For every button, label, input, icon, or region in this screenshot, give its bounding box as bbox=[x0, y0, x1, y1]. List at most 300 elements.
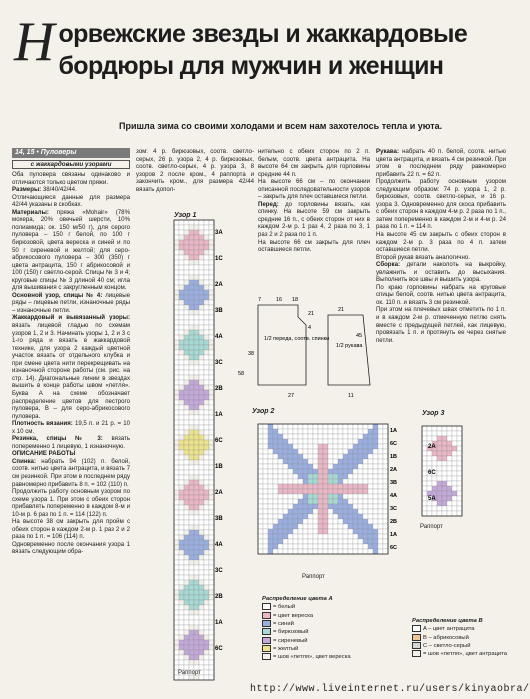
chart-cell bbox=[263, 544, 268, 549]
chart-cell bbox=[343, 479, 348, 484]
chart-cell bbox=[323, 464, 328, 469]
chart-cell bbox=[204, 510, 209, 515]
chart-cell bbox=[348, 469, 353, 474]
chart-cell bbox=[298, 499, 303, 504]
chart-cell bbox=[313, 524, 318, 529]
chart-cell bbox=[422, 466, 427, 471]
chart-cell bbox=[174, 275, 179, 280]
row-code-label: 6C bbox=[428, 470, 436, 476]
chart-cell bbox=[179, 540, 184, 545]
chart-cell bbox=[189, 250, 194, 255]
chart-cell bbox=[184, 280, 189, 285]
chart-cell bbox=[174, 255, 179, 260]
chart-cell bbox=[373, 539, 378, 544]
chart-cell bbox=[323, 544, 328, 549]
chart-cell bbox=[204, 390, 209, 395]
chart-cell bbox=[323, 494, 328, 499]
row-code-label: 3C bbox=[390, 506, 398, 512]
chart-cell bbox=[174, 615, 179, 620]
paragraph: нительно с обеих сторон по 2 п. белым, соотв. цвета антрацита. На высоте 64 см закрыть для горловины средние 44 п. bbox=[258, 148, 370, 178]
chart-cell bbox=[383, 499, 388, 504]
chart-cell bbox=[209, 480, 214, 485]
chart-cell bbox=[258, 539, 263, 544]
chart-cell bbox=[363, 434, 368, 439]
chart-cell bbox=[283, 439, 288, 444]
legend-swatch bbox=[262, 653, 271, 660]
chart-cell bbox=[318, 544, 323, 549]
chart-cell bbox=[452, 436, 457, 441]
chart-cell bbox=[452, 451, 457, 456]
chart-cell bbox=[204, 430, 209, 435]
chart-cell bbox=[184, 490, 189, 495]
chart-cell bbox=[283, 524, 288, 529]
chart-cell bbox=[209, 575, 214, 580]
legend-label: = бирюзовый bbox=[273, 629, 309, 636]
chart-cell bbox=[263, 449, 268, 454]
chart-cell bbox=[363, 504, 368, 509]
chart-cell bbox=[353, 429, 358, 434]
chart-cell bbox=[204, 310, 209, 315]
chart-cell bbox=[174, 360, 179, 365]
chart-cell bbox=[308, 444, 313, 449]
chart-cell bbox=[353, 524, 358, 529]
chart-cell bbox=[358, 439, 363, 444]
chart-cell bbox=[427, 461, 432, 466]
chart-cell bbox=[194, 325, 199, 330]
chart-cell bbox=[189, 455, 194, 460]
chart-cell bbox=[273, 539, 278, 544]
chart-cell bbox=[308, 474, 313, 479]
chart-cell bbox=[189, 310, 194, 315]
chart-cell bbox=[383, 474, 388, 479]
chart-cell bbox=[204, 570, 209, 575]
chart-cell bbox=[204, 505, 209, 510]
chart-cell bbox=[209, 355, 214, 360]
chart-cell bbox=[258, 524, 263, 529]
chart-cell bbox=[383, 524, 388, 529]
chart-cell bbox=[363, 439, 368, 444]
chart-cell bbox=[199, 470, 204, 475]
chart-cell bbox=[278, 549, 283, 554]
paragraph-lead: Рукава: bbox=[376, 148, 399, 155]
chart-cell bbox=[174, 505, 179, 510]
chart-cell bbox=[318, 444, 323, 449]
chart-cell bbox=[373, 454, 378, 459]
chart-cell bbox=[209, 535, 214, 540]
chart-cell bbox=[204, 290, 209, 295]
chart-cell bbox=[194, 345, 199, 350]
chart-cell bbox=[199, 220, 204, 225]
chart-cell bbox=[174, 290, 179, 295]
chart-cell bbox=[194, 575, 199, 580]
chart-cell bbox=[293, 489, 298, 494]
chart-cell bbox=[174, 440, 179, 445]
chart-cell bbox=[174, 500, 179, 505]
section-heading: ОПИСАНИЕ РАБОТЫ bbox=[12, 450, 76, 458]
chart-cell bbox=[194, 435, 199, 440]
chart-cell bbox=[363, 544, 368, 549]
chart-cell bbox=[313, 479, 318, 484]
chart-cell bbox=[209, 620, 214, 625]
chart-cell bbox=[204, 500, 209, 505]
chart-cell bbox=[323, 534, 328, 539]
chart-cell bbox=[328, 549, 333, 554]
chart-cell bbox=[452, 506, 457, 511]
chart-cell bbox=[432, 486, 437, 491]
legend-b-title: Распределение цвета B bbox=[412, 618, 483, 624]
chart-cell bbox=[189, 260, 194, 265]
chart-cell bbox=[199, 250, 204, 255]
chart-cell bbox=[328, 494, 333, 499]
chart-cell bbox=[273, 489, 278, 494]
chart-cell bbox=[437, 511, 442, 516]
chart-cell bbox=[268, 534, 273, 539]
chart-cell bbox=[437, 476, 442, 481]
chart-cell bbox=[258, 519, 263, 524]
chart-cell bbox=[258, 444, 263, 449]
chart-cell bbox=[199, 655, 204, 660]
chart-cell bbox=[283, 499, 288, 504]
chart-cell bbox=[174, 450, 179, 455]
chart-cell bbox=[353, 484, 358, 489]
chart-cell bbox=[184, 655, 189, 660]
chart-cell bbox=[184, 575, 189, 580]
chart-cell bbox=[343, 459, 348, 464]
chart-cell bbox=[179, 320, 184, 325]
chart-cell bbox=[328, 454, 333, 459]
chart-cell bbox=[437, 461, 442, 466]
chart-cell bbox=[194, 425, 199, 430]
pattern-2-label: Узор 2 bbox=[252, 408, 275, 415]
chart-cell bbox=[194, 445, 199, 450]
chart-cell bbox=[204, 615, 209, 620]
chart-cell bbox=[333, 544, 338, 549]
chart-cell bbox=[303, 424, 308, 429]
chart-cell bbox=[179, 255, 184, 260]
chart-cell bbox=[189, 590, 194, 595]
chart-cell bbox=[194, 595, 199, 600]
chart-cell bbox=[204, 400, 209, 405]
chart-cell bbox=[209, 605, 214, 610]
chart-cell bbox=[189, 290, 194, 295]
chart-cell bbox=[442, 446, 447, 451]
chart-cell bbox=[184, 240, 189, 245]
chart-cell bbox=[194, 495, 199, 500]
chart-cell bbox=[189, 475, 194, 480]
chart-cell bbox=[363, 524, 368, 529]
chart-cell bbox=[427, 456, 432, 461]
measurement-label: 21 bbox=[338, 307, 345, 313]
chart-cell bbox=[209, 405, 214, 410]
chart-cell bbox=[199, 560, 204, 565]
chart-cell bbox=[378, 434, 383, 439]
chart-cell bbox=[358, 434, 363, 439]
chart-cell bbox=[184, 420, 189, 425]
chart-cell bbox=[209, 450, 214, 455]
chart-cell bbox=[204, 530, 209, 535]
chart-cell bbox=[457, 466, 462, 471]
chart-cell bbox=[209, 310, 214, 315]
chart-cell bbox=[343, 484, 348, 489]
chart-cell bbox=[298, 474, 303, 479]
chart-cell bbox=[189, 430, 194, 435]
chart-cell bbox=[273, 469, 278, 474]
chart-cell bbox=[174, 315, 179, 320]
chart-cell bbox=[457, 481, 462, 486]
chart-cell bbox=[283, 479, 288, 484]
chart-cell bbox=[343, 439, 348, 444]
chart-cell bbox=[189, 340, 194, 345]
chart-cell bbox=[179, 515, 184, 520]
chart-cell bbox=[204, 620, 209, 625]
chart-cell bbox=[179, 380, 184, 385]
chart-cell bbox=[189, 425, 194, 430]
chart-cell bbox=[348, 484, 353, 489]
chart-cell bbox=[184, 540, 189, 545]
chart-cell bbox=[278, 434, 283, 439]
chart-cell bbox=[174, 355, 179, 360]
chart-cell bbox=[268, 469, 273, 474]
chart-cell bbox=[194, 500, 199, 505]
chart-cell bbox=[189, 505, 194, 510]
chart-cell bbox=[179, 655, 184, 660]
chart-cell bbox=[199, 505, 204, 510]
chart-cell bbox=[323, 539, 328, 544]
chart-cell bbox=[174, 460, 179, 465]
chart-cell bbox=[373, 424, 378, 429]
chart-cell bbox=[313, 474, 318, 479]
chart-cell bbox=[328, 474, 333, 479]
chart-cell bbox=[184, 635, 189, 640]
column-4-body bbox=[376, 148, 506, 344]
chart-cell bbox=[298, 504, 303, 509]
chart-cell bbox=[174, 280, 179, 285]
chart-cell bbox=[209, 225, 214, 230]
chart-cell bbox=[427, 451, 432, 456]
chart-cell bbox=[199, 440, 204, 445]
chart-cell bbox=[358, 544, 363, 549]
chart-cell bbox=[174, 345, 179, 350]
chart-cell bbox=[179, 440, 184, 445]
chart-cell bbox=[293, 534, 298, 539]
chart-cell bbox=[179, 220, 184, 225]
chart-cell bbox=[209, 625, 214, 630]
chart-cell bbox=[358, 549, 363, 554]
chart-cell bbox=[189, 420, 194, 425]
chart-cell bbox=[303, 549, 308, 554]
chart-cell bbox=[194, 465, 199, 470]
chart-cell bbox=[194, 240, 199, 245]
chart-cell bbox=[189, 640, 194, 645]
chart-cell bbox=[199, 395, 204, 400]
chart-cell bbox=[179, 245, 184, 250]
chart-cell bbox=[194, 270, 199, 275]
chart-cell bbox=[437, 506, 442, 511]
chart-cell bbox=[194, 280, 199, 285]
chart-cell bbox=[293, 514, 298, 519]
chart-cell bbox=[184, 440, 189, 445]
chart-cell bbox=[288, 514, 293, 519]
chart-cell bbox=[442, 511, 447, 516]
chart-cell bbox=[199, 550, 204, 555]
chart-cell bbox=[199, 485, 204, 490]
chart-cell bbox=[174, 390, 179, 395]
chart-cell bbox=[179, 410, 184, 415]
chart-cell bbox=[313, 469, 318, 474]
chart-cell bbox=[204, 490, 209, 495]
chart-cell bbox=[184, 545, 189, 550]
chart-cell bbox=[179, 350, 184, 355]
chart-cell bbox=[268, 444, 273, 449]
chart-cell bbox=[278, 514, 283, 519]
chart-cell bbox=[328, 434, 333, 439]
chart-cell bbox=[268, 459, 273, 464]
chart-cell bbox=[209, 455, 214, 460]
chart-cell bbox=[273, 499, 278, 504]
chart-cell bbox=[273, 529, 278, 534]
chart-cell bbox=[288, 534, 293, 539]
chart-cell bbox=[318, 519, 323, 524]
legend-swatch bbox=[262, 620, 271, 627]
chart-cell bbox=[368, 499, 373, 504]
chart-cell bbox=[437, 496, 442, 501]
paragraph: По краю горловины набрать на круговые спицы белой, соотв. нитью цвета антрацита, ок. 110 п. и вязать 3 см резинкой. bbox=[376, 283, 506, 306]
text-column-1 bbox=[12, 148, 130, 686]
chart-cell bbox=[184, 475, 189, 480]
chart-cell bbox=[313, 499, 318, 504]
chart-cell bbox=[189, 595, 194, 600]
chart-cell bbox=[174, 295, 179, 300]
chart-cell bbox=[303, 444, 308, 449]
chart-cell bbox=[209, 420, 214, 425]
chart-cell bbox=[457, 426, 462, 431]
measurement-label: 7 bbox=[258, 297, 262, 303]
chart-cell bbox=[368, 479, 373, 484]
chart-cell bbox=[328, 509, 333, 514]
chart-cell bbox=[179, 275, 184, 280]
chart-cell bbox=[323, 499, 328, 504]
chart-cell bbox=[437, 441, 442, 446]
chart-cell bbox=[209, 220, 214, 225]
chart-cell bbox=[308, 439, 313, 444]
chart-cell bbox=[323, 479, 328, 484]
chart-cell bbox=[293, 454, 298, 459]
chart-cell bbox=[184, 395, 189, 400]
chart-cell bbox=[184, 355, 189, 360]
chart-cell bbox=[363, 509, 368, 514]
chart-cell bbox=[268, 504, 273, 509]
chart-cell bbox=[288, 459, 293, 464]
chart-cell bbox=[348, 514, 353, 519]
chart-cell bbox=[204, 595, 209, 600]
chart-cell bbox=[179, 290, 184, 295]
chart-cell bbox=[189, 350, 194, 355]
chart-cell bbox=[184, 480, 189, 485]
chart-cell bbox=[184, 360, 189, 365]
chart-cell bbox=[278, 509, 283, 514]
chart-cell bbox=[204, 455, 209, 460]
chart-cell bbox=[273, 449, 278, 454]
chart-cell bbox=[209, 610, 214, 615]
legend-swatch bbox=[412, 650, 421, 657]
chart-cell bbox=[189, 245, 194, 250]
chart-cell bbox=[278, 499, 283, 504]
chart-cell bbox=[263, 519, 268, 524]
chart-cell bbox=[189, 400, 194, 405]
chart-cell bbox=[353, 529, 358, 534]
chart-cell bbox=[313, 439, 318, 444]
chart-cell bbox=[333, 519, 338, 524]
chart-cell bbox=[194, 660, 199, 665]
chart-cell bbox=[288, 549, 293, 554]
chart-cell bbox=[278, 474, 283, 479]
chart-cell bbox=[268, 434, 273, 439]
chart-cell bbox=[368, 549, 373, 554]
chart-cell bbox=[209, 530, 214, 535]
chart-cell bbox=[174, 310, 179, 315]
chart-cell bbox=[318, 429, 323, 434]
chart-cell bbox=[378, 449, 383, 454]
chart-cell bbox=[343, 444, 348, 449]
chart-cell bbox=[283, 519, 288, 524]
chart-cell bbox=[209, 590, 214, 595]
chart-cell bbox=[422, 476, 427, 481]
chart-cell bbox=[209, 545, 214, 550]
chart-cell bbox=[179, 640, 184, 645]
chart-cell bbox=[268, 524, 273, 529]
chart-cell bbox=[363, 539, 368, 544]
chart-cell bbox=[358, 499, 363, 504]
chart-cell bbox=[194, 640, 199, 645]
chart-cell bbox=[318, 534, 323, 539]
chart-cell bbox=[308, 549, 313, 554]
chart-cell bbox=[189, 330, 194, 335]
chart-cell bbox=[373, 469, 378, 474]
chart-cell bbox=[318, 524, 323, 529]
pattern-1-label: Узор 1 bbox=[174, 212, 197, 219]
chart-cell bbox=[204, 440, 209, 445]
chart-cell bbox=[333, 524, 338, 529]
chart-cell bbox=[343, 504, 348, 509]
chart-cell bbox=[174, 445, 179, 450]
chart-cell bbox=[209, 630, 214, 635]
chart-cell bbox=[194, 290, 199, 295]
chart-cell bbox=[303, 534, 308, 539]
chart-cell bbox=[174, 510, 179, 515]
section-header: 14, 15 • Пуловеры bbox=[12, 148, 130, 158]
chart-cell bbox=[298, 524, 303, 529]
chart-cell bbox=[179, 600, 184, 605]
chart-cell bbox=[174, 495, 179, 500]
chart-cell bbox=[298, 539, 303, 544]
chart-cell bbox=[263, 479, 268, 484]
chart-cell bbox=[204, 285, 209, 290]
chart-cell bbox=[189, 365, 194, 370]
chart-cell bbox=[348, 424, 353, 429]
chart-cell bbox=[179, 310, 184, 315]
chart-cell bbox=[174, 245, 179, 250]
chart-cell bbox=[179, 385, 184, 390]
chart-cell bbox=[199, 340, 204, 345]
chart-cell bbox=[199, 435, 204, 440]
chart-cell bbox=[189, 485, 194, 490]
chart-cell bbox=[204, 495, 209, 500]
chart-cell bbox=[313, 434, 318, 439]
chart-cell bbox=[194, 510, 199, 515]
chart-cell bbox=[184, 570, 189, 575]
chart-cell bbox=[179, 360, 184, 365]
article-title bbox=[14, 11, 504, 82]
